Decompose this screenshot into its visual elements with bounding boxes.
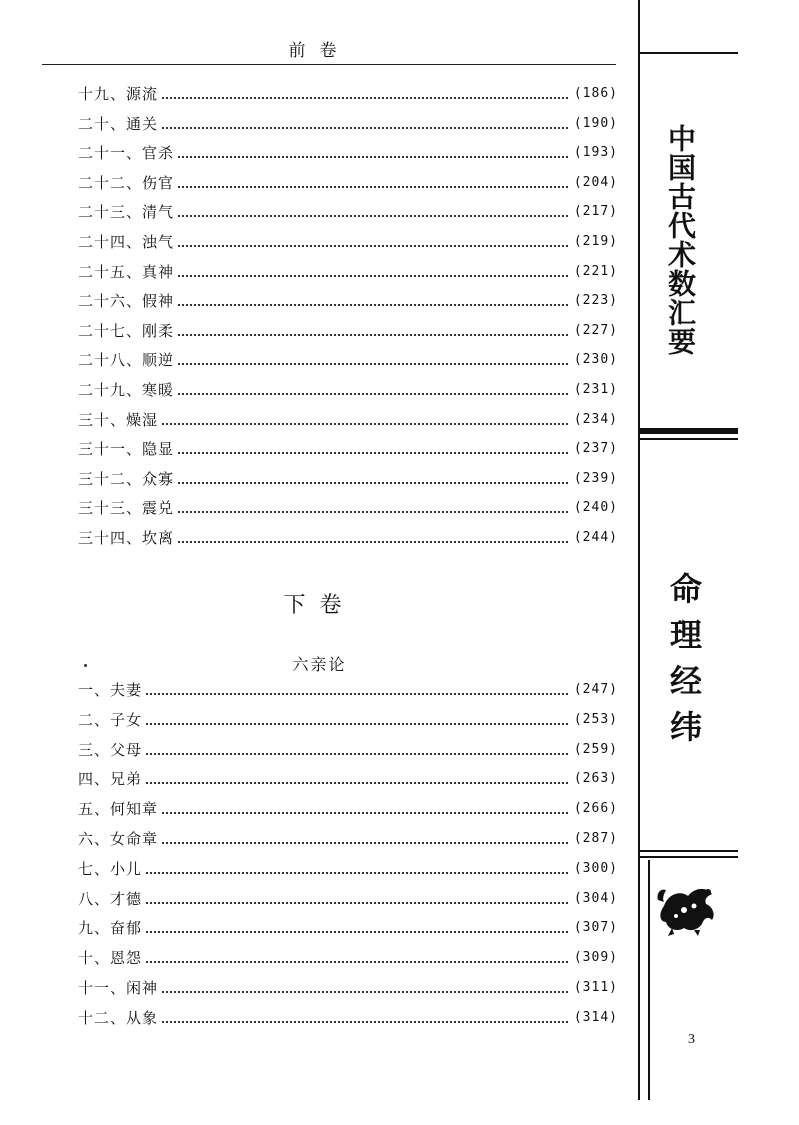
toc-entry-page: (309)	[573, 950, 618, 966]
toc-entry-page: (237)	[573, 441, 618, 457]
toc-entry	[78, 82, 618, 104]
toc-entry-page: (263)	[573, 771, 618, 787]
toc-entry-label: 二十三、清气	[78, 203, 175, 222]
toc-entry-page: (204)	[573, 174, 618, 190]
toc-entry-page: (223)	[573, 293, 618, 309]
toc-entry-page: (304)	[573, 890, 618, 906]
header-rule	[42, 64, 616, 65]
toc-entry	[78, 230, 618, 252]
toc-entry-page: (219)	[573, 234, 618, 249]
toc-entry-label: 七、小儿	[78, 859, 143, 878]
toc-entry-label: 二十六、假神	[78, 292, 175, 311]
toc-entry-label: 二十五、真神	[78, 262, 175, 281]
toc-entry	[78, 141, 618, 163]
dot-leader	[146, 782, 568, 784]
toc-entry-page: (311)	[573, 980, 618, 995]
toc-entry	[78, 916, 618, 938]
toc-entry	[78, 946, 618, 968]
dot-leader	[178, 245, 568, 247]
toc-entry-label: 六、女命章	[78, 830, 159, 848]
toc-entry-label: 二十二、伤官	[78, 173, 175, 192]
volume-title: 下卷	[283, 593, 356, 618]
toc-entry	[78, 289, 618, 311]
dot-leader	[178, 511, 568, 513]
toc-entry	[78, 1006, 618, 1028]
book-title: 命理经纬	[665, 572, 703, 756]
toc-entry	[78, 467, 618, 489]
toc-entry-page: (300)	[573, 860, 618, 876]
toc-entry-label: 三十二、众寡	[78, 469, 175, 488]
toc-entry-page: (227)	[573, 322, 618, 338]
toc-entry-page: (240)	[573, 500, 618, 516]
toc-entry-label: 十一、闲神	[78, 979, 159, 997]
toc-entry-label: 二十一、官杀	[78, 144, 175, 163]
toc-entry	[78, 319, 618, 341]
dot-leader	[162, 97, 568, 99]
toc-entry	[78, 200, 618, 222]
toc-entry-page: (239)	[573, 470, 618, 486]
toc-entry	[78, 708, 618, 730]
toc-entry-label: 十、恩怨	[78, 949, 143, 968]
toc-entry-label: 三十、燥湿	[78, 410, 159, 429]
toc-entry-label: 二十九、寒暖	[78, 381, 175, 399]
toc-entry-label: 十二、从象	[78, 1008, 159, 1027]
toc-entry	[78, 348, 618, 370]
toc-entry-page: (190)	[573, 115, 618, 131]
toc-entry-label: 八、才德	[78, 889, 143, 908]
dot-leader	[162, 991, 568, 993]
toc-entry	[78, 738, 618, 760]
page-number: 3	[688, 1032, 695, 1047]
sidebar-rule-top	[640, 52, 738, 54]
dot-leader	[162, 1021, 568, 1023]
sidebar-border-left	[638, 0, 640, 1100]
toc-entry-label: 二十四、浊气	[78, 233, 175, 251]
toc-entry-label: 三十一、隐显	[78, 440, 175, 459]
series-title: 中国古代术数汇要	[664, 124, 697, 356]
toc-entry-label: 二十七、刚柔	[78, 321, 175, 340]
dot-leader	[178, 275, 568, 277]
toc-entry	[78, 827, 618, 849]
toc-entry-page: (253)	[573, 711, 618, 727]
toc-entry-page: (287)	[573, 831, 618, 846]
toc-entry-label: 四、兄弟	[78, 770, 143, 789]
sidebar-border-inner	[648, 860, 650, 1100]
toc-entry-label: 三十三、震兑	[78, 499, 175, 518]
toc-entry-page: (314)	[573, 1009, 618, 1025]
toc-entry-label: 三十四、坎离	[78, 529, 175, 547]
toc-entry	[78, 797, 618, 819]
toc-entry	[78, 171, 618, 193]
toc-entry	[78, 408, 618, 430]
dot-leader	[146, 693, 568, 695]
toc-entry	[78, 678, 618, 700]
toc-entry	[78, 887, 618, 909]
sidebar-rule-middle	[640, 428, 738, 434]
toc-entry-page: (259)	[573, 741, 618, 757]
toc-entry-label: 二十八、顺逆	[78, 351, 175, 370]
toc-entry-page: (234)	[573, 411, 618, 427]
toc-entry-label: 九、奋郁	[78, 919, 143, 938]
dot-leader	[162, 127, 568, 129]
dot-leader	[178, 393, 568, 395]
toc-entry-label: 二、子女	[78, 710, 143, 729]
toc-entry-page: (307)	[573, 920, 618, 936]
dot-leader	[146, 931, 568, 933]
toc-entry-label: 二十、通关	[78, 114, 159, 133]
dot-leader	[146, 723, 568, 725]
toc-entry	[78, 857, 618, 879]
dot-leader	[178, 186, 568, 188]
dot-leader	[146, 961, 568, 963]
dot-leader	[178, 482, 568, 484]
stray-mark	[84, 664, 87, 667]
toc-entry	[78, 260, 618, 282]
dot-leader	[162, 842, 568, 844]
dot-leader	[146, 753, 568, 755]
dot-leader	[162, 812, 568, 814]
toc-entry	[78, 496, 618, 518]
toc-entry-page: (230)	[573, 352, 618, 368]
toc-entry-page: (193)	[573, 145, 618, 161]
section-title: 六亲论	[292, 655, 347, 674]
toc-entry-page: (247)	[573, 682, 618, 697]
sidebar-rule-lower-thin	[640, 856, 738, 858]
toc-entry-page: (186)	[573, 86, 618, 101]
dot-leader	[146, 872, 568, 874]
toc-entry	[78, 378, 618, 400]
sidebar-rule-lower	[640, 850, 738, 852]
dot-leader	[178, 363, 568, 365]
toc-entry	[78, 976, 618, 998]
dot-leader	[178, 334, 568, 336]
dot-leader	[178, 541, 568, 543]
dot-leader	[178, 452, 568, 454]
toc-entry-page: (221)	[573, 263, 618, 279]
dot-leader	[178, 215, 568, 217]
sidebar-rule-middle-thin	[640, 438, 738, 440]
toc-entry	[78, 112, 618, 134]
toc-entry	[78, 437, 618, 459]
dot-leader	[162, 423, 568, 425]
toc-entry-page: (231)	[573, 382, 618, 397]
toc-entry-label: 五、何知章	[78, 800, 159, 819]
mythical-beast-icon	[654, 876, 720, 936]
toc-entry	[78, 526, 618, 548]
toc-entry-page: (217)	[573, 204, 618, 220]
toc-entry	[78, 767, 618, 789]
toc-entry-label: 十九、源流	[78, 85, 159, 103]
toc-entry-label: 三、父母	[78, 740, 143, 759]
dot-leader	[178, 156, 568, 158]
toc-entry-label: 一、夫妻	[78, 681, 143, 699]
dot-leader	[178, 304, 568, 306]
running-header: 前卷	[288, 41, 351, 61]
toc-entry-page: (266)	[573, 801, 618, 817]
dot-leader	[146, 902, 568, 904]
toc-entry-page: (244)	[573, 530, 618, 545]
